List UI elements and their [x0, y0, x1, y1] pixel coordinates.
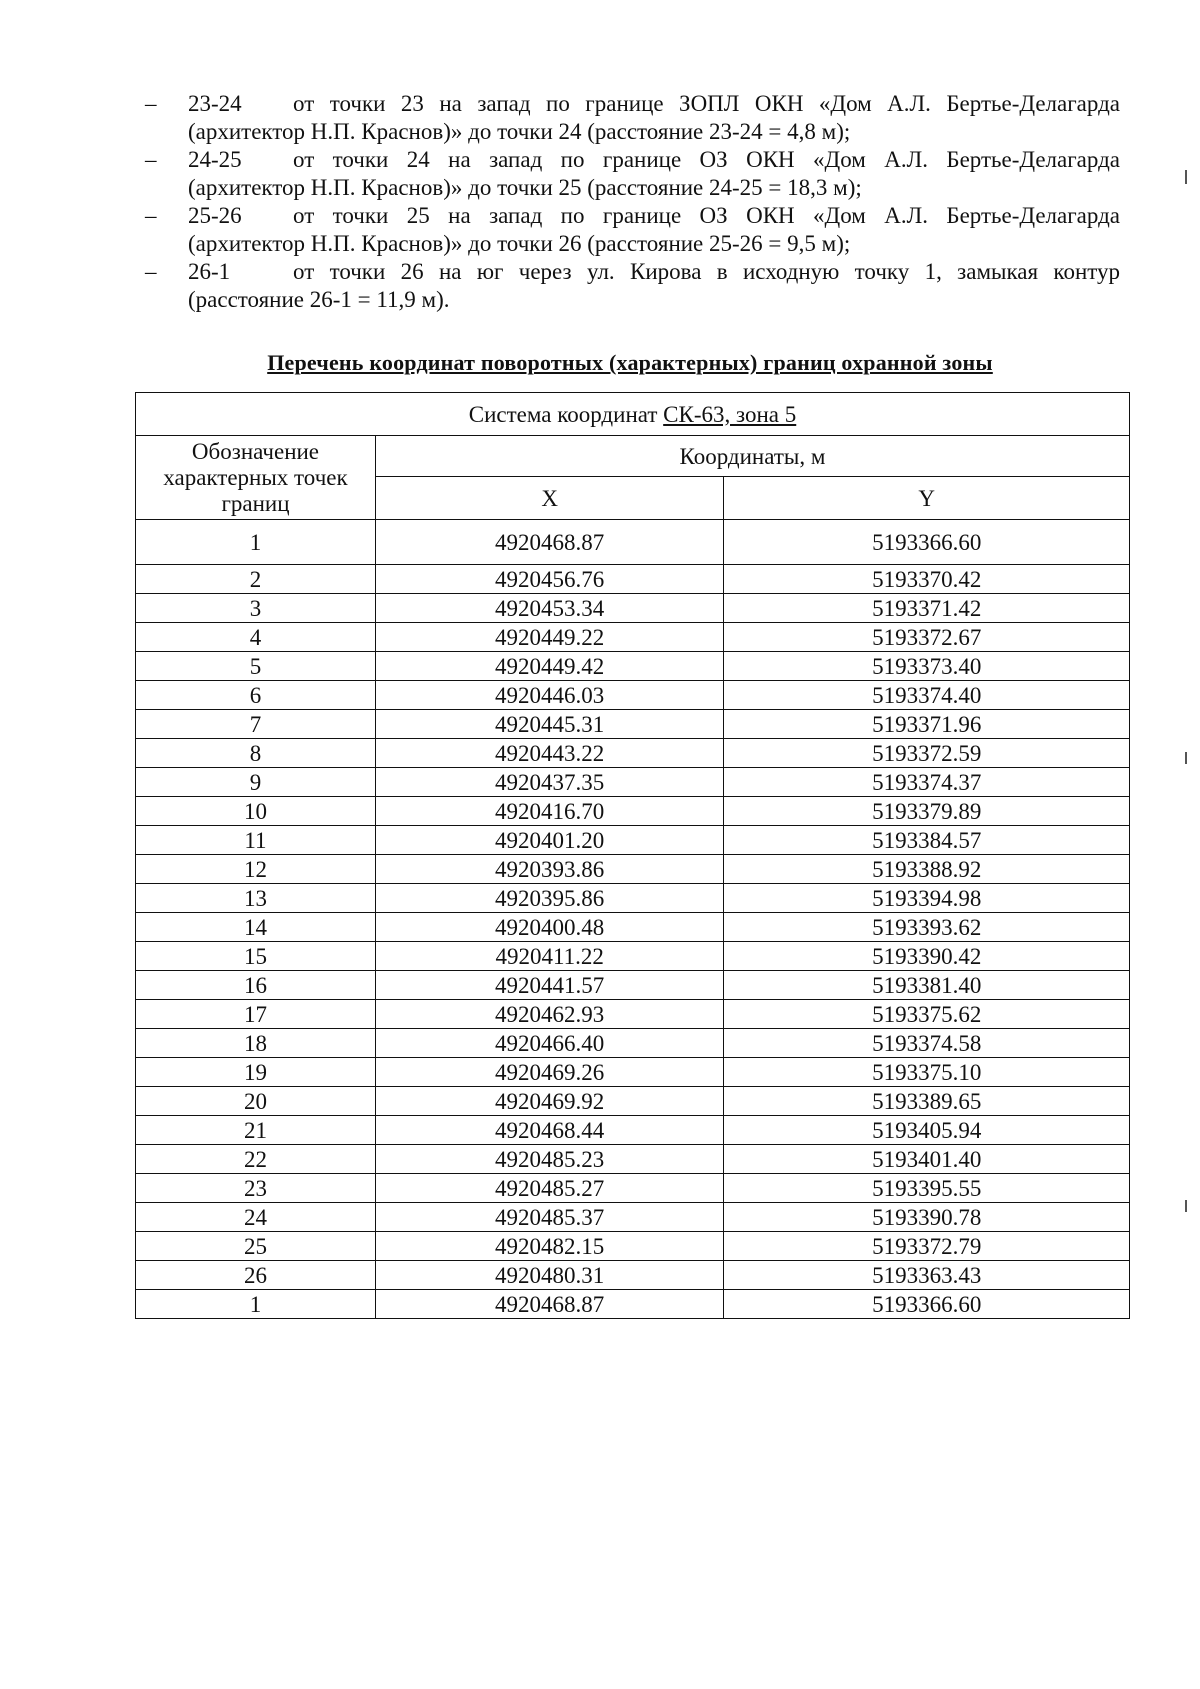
segment-description-line	[188, 202, 1120, 230]
table-row	[136, 826, 1130, 855]
y-coordinate-cell: 5193373.40	[724, 652, 1130, 681]
point-cell: 19	[136, 1058, 376, 1087]
x-coordinate-cell: 4920445.31	[375, 710, 723, 739]
segment-id: 26-1	[188, 259, 231, 284]
point-cell: 1	[136, 520, 376, 565]
segment-description-text: от точки 25 на запад по границе ОЗ ОКН «Дом А.Л. Бертье-Делагарда	[293, 203, 1120, 228]
point-cell: 17	[136, 1000, 376, 1029]
segment-description-continuation: (расстояние 26-1 = 11,9 м).	[188, 287, 450, 312]
point-cell: 26	[136, 1261, 376, 1290]
table-row	[136, 1174, 1130, 1203]
bullet-dash: –	[145, 91, 157, 116]
y-coordinate-cell: 5193401.40	[724, 1145, 1130, 1174]
coordinate-system-row	[136, 393, 1130, 436]
point-cell: 15	[136, 942, 376, 971]
point-cell: 5	[136, 652, 376, 681]
x-coordinate-cell: 4920401.20	[375, 826, 723, 855]
y-coordinate-cell: 5193370.42	[724, 565, 1130, 594]
y-column-header: Y	[724, 477, 1130, 520]
x-coordinate-cell: 4920469.92	[375, 1087, 723, 1116]
point-cell: 13	[136, 884, 376, 913]
point-cell: 4	[136, 623, 376, 652]
scan-edge-mark	[1185, 170, 1187, 184]
boundary-description-list	[145, 90, 1120, 314]
segment-description-line	[188, 258, 1120, 286]
y-coordinate-cell: 5193363.43	[724, 1261, 1130, 1290]
table-row	[136, 768, 1130, 797]
x-coordinate-cell: 4920468.87	[375, 520, 723, 565]
boundary-segment-item	[145, 258, 1120, 314]
coordinates-table	[135, 392, 1130, 1319]
bullet-dash: –	[145, 259, 157, 284]
bullet-dash: –	[145, 203, 157, 228]
y-coordinate-cell: 5193394.98	[724, 884, 1130, 913]
table-row	[136, 1029, 1130, 1058]
point-cell: 7	[136, 710, 376, 739]
y-coordinate-cell: 5193374.40	[724, 681, 1130, 710]
point-cell: 11	[136, 826, 376, 855]
y-coordinate-cell: 5193371.96	[724, 710, 1130, 739]
y-coordinate-cell: 5193374.37	[724, 768, 1130, 797]
x-coordinate-cell: 4920482.15	[375, 1232, 723, 1261]
y-coordinate-cell: 5193388.92	[724, 855, 1130, 884]
table-row	[136, 942, 1130, 971]
point-cell: 1	[136, 1290, 376, 1319]
point-cell: 23	[136, 1174, 376, 1203]
segment-description-text: от точки 23 на запад по границе ЗОПЛ ОКН «Дом А.Л. Бертье-Делагарда	[293, 91, 1120, 116]
x-coordinate-cell: 4920411.22	[375, 942, 723, 971]
coordinate-system-cell	[136, 393, 1130, 436]
y-coordinate-cell: 5193390.78	[724, 1203, 1130, 1232]
y-coordinate-cell: 5193405.94	[724, 1116, 1130, 1145]
x-column-header: X	[375, 477, 723, 520]
coordinate-system-prefix: Система координат	[468, 401, 658, 427]
x-coordinate-cell: 4920437.35	[375, 768, 723, 797]
table-row	[136, 681, 1130, 710]
x-coordinate-cell: 4920469.26	[375, 1058, 723, 1087]
table-row	[136, 710, 1130, 739]
segment-id: 23-24	[188, 91, 242, 116]
table-row	[136, 520, 1130, 565]
y-coordinate-cell: 5193374.58	[724, 1029, 1130, 1058]
y-coordinate-cell: 5193366.60	[724, 1290, 1130, 1319]
point-cell: 20	[136, 1087, 376, 1116]
table-row	[136, 797, 1130, 826]
y-coordinate-cell: 5193395.55	[724, 1174, 1130, 1203]
table-row	[136, 1116, 1130, 1145]
table-heading: Перечень координат поворотных (характерных) границ охранной зоны	[267, 350, 993, 375]
table-row	[136, 1290, 1130, 1319]
scan-edge-mark	[1185, 752, 1187, 764]
segment-description-line	[188, 146, 1120, 174]
segment-description-continuation: (архитектор Н.П. Краснов)» до точки 25 (расстояние 24-25 = 18,3 м);	[188, 175, 862, 200]
segment-description-continuation: (архитектор Н.П. Краснов)» до точки 26 (расстояние 25-26 = 9,5 м);	[188, 231, 851, 256]
boundary-segment-item	[145, 146, 1120, 202]
x-coordinate-cell: 4920449.22	[375, 623, 723, 652]
y-coordinate-cell: 5193379.89	[724, 797, 1130, 826]
y-coordinate-cell: 5193372.79	[724, 1232, 1130, 1261]
table-row	[136, 1203, 1130, 1232]
y-coordinate-cell: 5193384.57	[724, 826, 1130, 855]
x-coordinate-cell: 4920468.44	[375, 1116, 723, 1145]
table-row	[136, 855, 1130, 884]
x-coordinate-cell: 4920400.48	[375, 913, 723, 942]
point-cell: 3	[136, 594, 376, 623]
x-coordinate-cell: 4920395.86	[375, 884, 723, 913]
x-coordinate-cell: 4920485.23	[375, 1145, 723, 1174]
table-row	[136, 565, 1130, 594]
y-coordinate-cell: 5193393.62	[724, 913, 1130, 942]
coordinates-header: Координаты, м	[375, 436, 1129, 477]
table-row	[136, 1058, 1130, 1087]
scan-edge-mark	[1185, 1200, 1187, 1212]
header-row	[136, 436, 1130, 477]
point-cell: 22	[136, 1145, 376, 1174]
x-coordinate-cell: 4920416.70	[375, 797, 723, 826]
point-cell: 9	[136, 768, 376, 797]
x-coordinate-cell: 4920468.87	[375, 1290, 723, 1319]
point-cell: 18	[136, 1029, 376, 1058]
table-row	[136, 594, 1130, 623]
point-cell: 24	[136, 1203, 376, 1232]
table-row	[136, 884, 1130, 913]
y-coordinate-cell: 5193371.42	[724, 594, 1130, 623]
x-coordinate-cell: 4920449.42	[375, 652, 723, 681]
x-coordinate-cell: 4920441.57	[375, 971, 723, 1000]
table-row	[136, 623, 1130, 652]
point-cell: 16	[136, 971, 376, 1000]
x-coordinate-cell: 4920443.22	[375, 739, 723, 768]
x-coordinate-cell: 4920462.93	[375, 1000, 723, 1029]
y-coordinate-cell: 5193381.40	[724, 971, 1130, 1000]
segment-description-continuation: (архитектор Н.П. Краснов)» до точки 24 (расстояние 23-24 = 4,8 м);	[188, 119, 851, 144]
x-coordinate-cell: 4920485.37	[375, 1203, 723, 1232]
table-row	[136, 1145, 1130, 1174]
point-cell: 10	[136, 797, 376, 826]
table-row	[136, 971, 1130, 1000]
point-designation-header: Обозначение характерных точек границ	[136, 436, 376, 520]
point-cell: 6	[136, 681, 376, 710]
coordinate-system-name: СК-63, зона 5	[663, 401, 797, 427]
y-coordinate-cell: 5193366.60	[724, 520, 1130, 565]
x-coordinate-cell: 4920456.76	[375, 565, 723, 594]
segment-description-text: от точки 24 на запад по границе ОЗ ОКН «Дом А.Л. Бертье-Делагарда	[293, 147, 1120, 172]
point-cell: 21	[136, 1116, 376, 1145]
point-cell: 14	[136, 913, 376, 942]
x-coordinate-cell: 4920453.34	[375, 594, 723, 623]
table-row	[136, 1261, 1130, 1290]
y-coordinate-cell: 5193375.62	[724, 1000, 1130, 1029]
table-row	[136, 652, 1130, 681]
point-cell: 12	[136, 855, 376, 884]
x-coordinate-cell: 4920393.86	[375, 855, 723, 884]
y-coordinate-cell: 5193372.67	[724, 623, 1130, 652]
point-cell: 2	[136, 565, 376, 594]
x-coordinate-cell: 4920480.31	[375, 1261, 723, 1290]
segment-id: 24-25	[188, 147, 242, 172]
point-cell: 25	[136, 1232, 376, 1261]
point-cell: 8	[136, 739, 376, 768]
boundary-segment-item	[145, 90, 1120, 146]
table-row	[136, 739, 1130, 768]
bullet-dash: –	[145, 147, 157, 172]
y-coordinate-cell: 5193375.10	[724, 1058, 1130, 1087]
segment-description-line	[188, 90, 1120, 118]
table-row	[136, 1000, 1130, 1029]
segment-description-text: от точки 26 на юг через ул. Кирова в исходную точку 1, замыкая контур	[293, 259, 1120, 284]
x-coordinate-cell: 4920466.40	[375, 1029, 723, 1058]
table-row	[136, 1087, 1130, 1116]
segment-id: 25-26	[188, 203, 242, 228]
x-coordinate-cell: 4920485.27	[375, 1174, 723, 1203]
y-coordinate-cell: 5193372.59	[724, 739, 1130, 768]
x-coordinate-cell: 4920446.03	[375, 681, 723, 710]
y-coordinate-cell: 5193389.65	[724, 1087, 1130, 1116]
table-row	[136, 1232, 1130, 1261]
boundary-segment-item	[145, 202, 1120, 258]
table-row	[136, 913, 1130, 942]
y-coordinate-cell: 5193390.42	[724, 942, 1130, 971]
